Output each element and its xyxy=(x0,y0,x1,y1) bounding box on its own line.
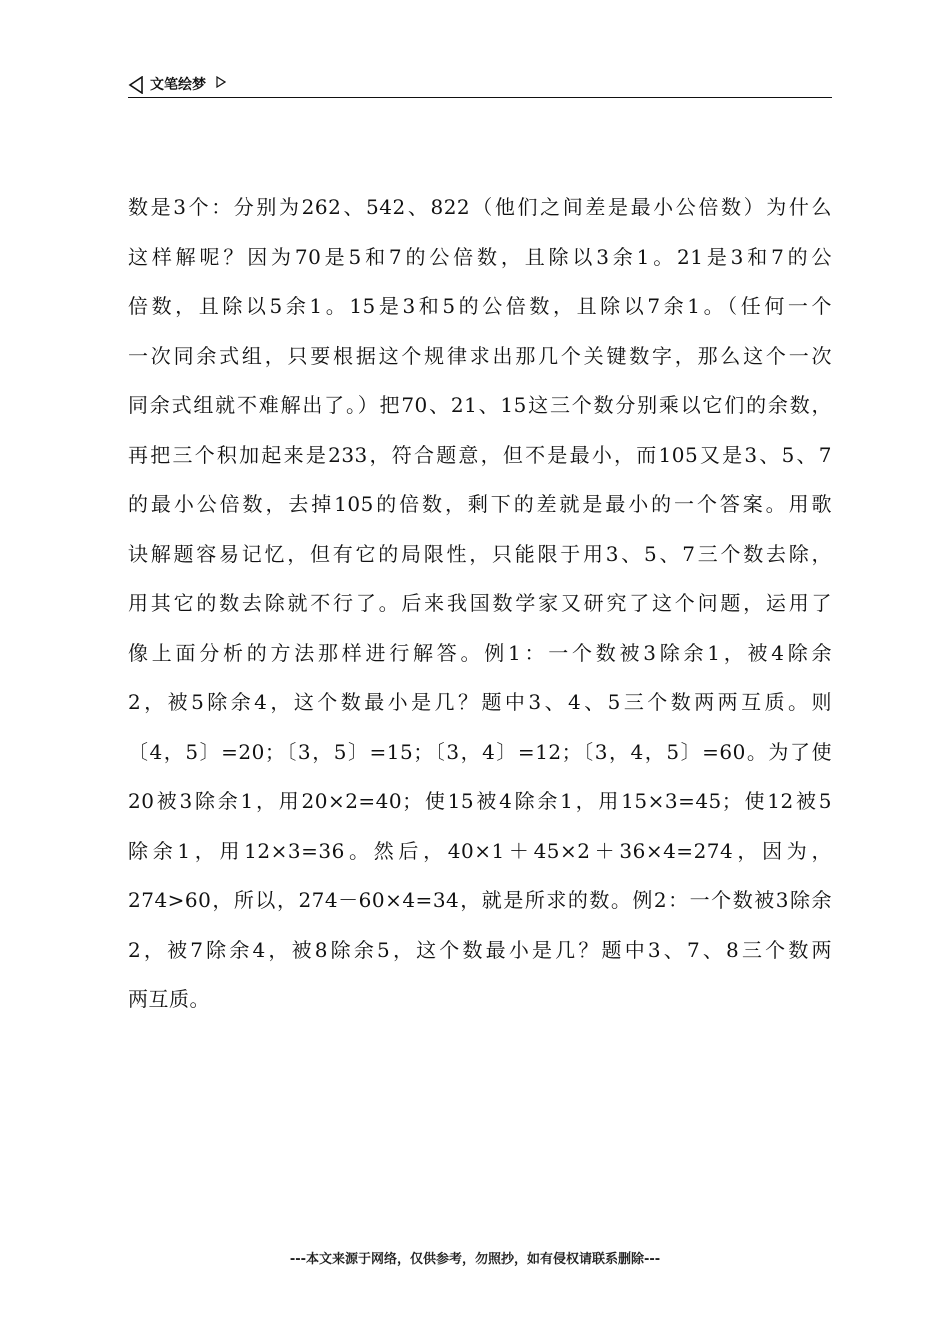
body-line: 数是3个：分别为262、542、822（他们之间差是最小公倍数）为什么 xyxy=(128,195,832,219)
triangle-left-outline-icon xyxy=(128,76,144,94)
body-line: 〔4，5〕=20；〔3，5〕=15；〔3，4〕=12；〔3，4，5〕=60。为了使 xyxy=(128,739,832,764)
header-divider xyxy=(128,97,832,98)
body-line: 诀解题容易记忆，但有它的局限性，只能限于用3、5、7三个数去除， xyxy=(128,541,832,566)
header-title: 文笔绘梦 xyxy=(150,77,206,93)
triangle-right-outline-icon xyxy=(216,76,226,88)
body-line: 一次同余式组，只要根据这个规律求出那几个关键数字，那么这个一次 xyxy=(128,343,832,368)
body-line: 的最小公倍数，去掉105的倍数，剩下的差就是最小的一个答案。用歌 xyxy=(128,492,832,516)
body-line: 用其它的数去除就不行了。后来我国数学家又研究了这个问题，运用了 xyxy=(128,591,832,615)
body-line: 274>60，所以，274－60×4=34，就是所求的数。例2：一个数被3除余 xyxy=(128,888,832,912)
body-line: 2，被7除余4，被8除余5，这个数最小是几？题中3、7、8三个数两 xyxy=(128,937,832,962)
body-line: 除余1，用12×3=36。然后，40×1＋45×2＋36×4=274，因为， xyxy=(128,838,832,863)
body-line: 2，被5除余4，这个数最小是几？题中3、4、5三个数两两互质。则 xyxy=(128,690,832,714)
page-header xyxy=(128,74,832,98)
body-text xyxy=(128,186,832,1028)
body-line: 同余式组就不难解出了。）把70、21、15这三个数分别乘以它们的余数， xyxy=(128,393,832,417)
body-line: 20被3除余1，用20×2=40；使15被4除余1，用15×3=45；使12被5 xyxy=(128,789,832,813)
body-line: 这样解呢？因为70是5和7的公倍数，且除以3余1。21是3和7的公 xyxy=(128,244,832,269)
body-line: 两互质。 xyxy=(128,987,210,1011)
body-line: 倍数，且除以5余1。15是3和5的公倍数，且除以7余1。（任何一个 xyxy=(128,294,832,318)
body-line: 再把三个积加起来是233，符合题意，但不是最小，而105又是3、5、7 xyxy=(128,442,832,467)
body-line: 像上面分析的方法那样进行解答。例1：一个数被3除余1，被4除余 xyxy=(128,640,832,665)
footer-disclaimer: ---本文来源于网络，仅供参考，勿照抄，如有侵权请联系删除--- xyxy=(289,1252,661,1267)
